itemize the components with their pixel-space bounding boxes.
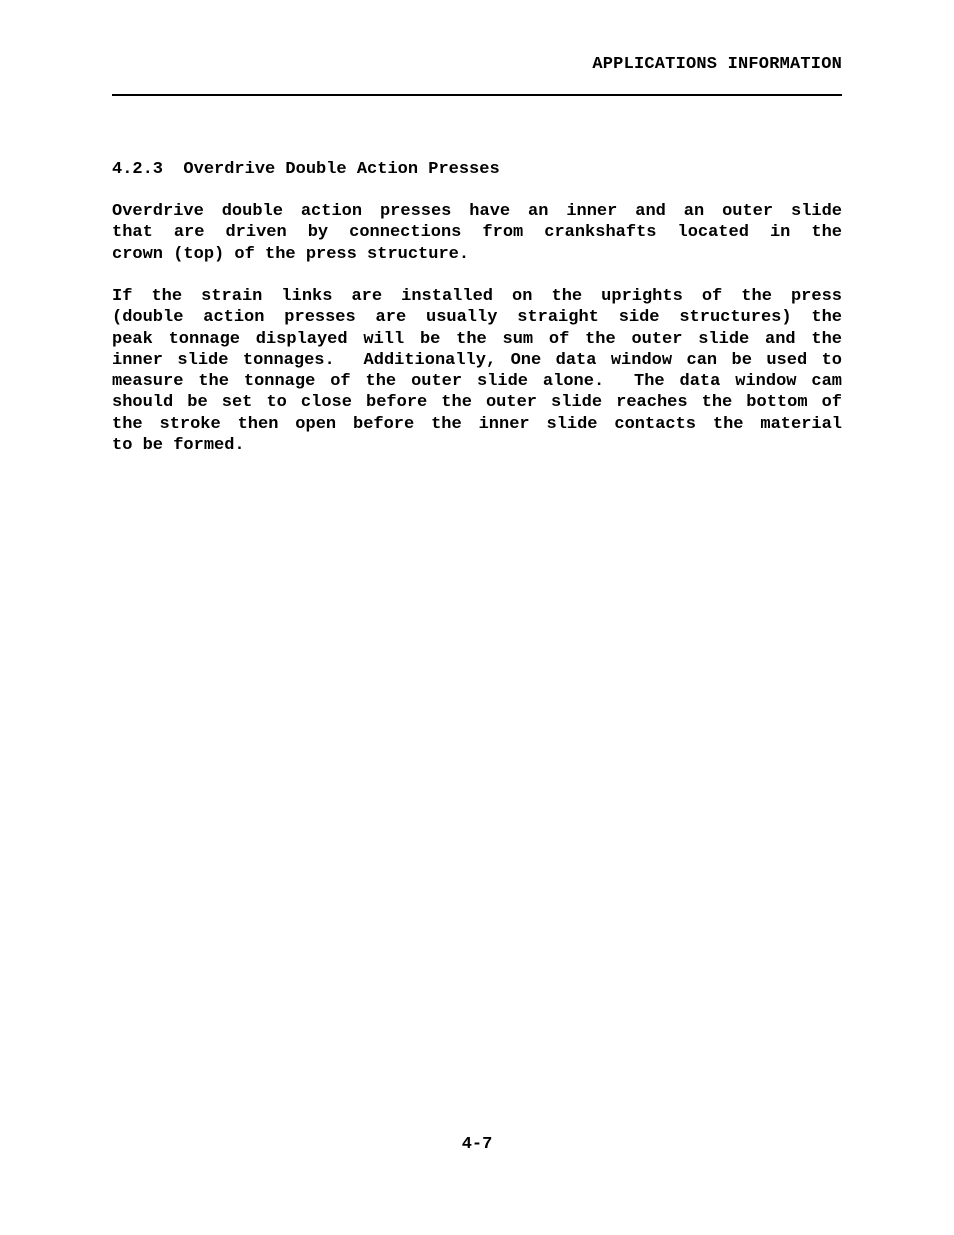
paragraph-line: Overdrive double action presses have an inner and an outer slide (112, 202, 842, 221)
paragraph-line: measure the tonnage of the outer slide alone. The data window cam (112, 372, 842, 392)
paragraph-line: (double action presses are usually straight side structures) the (112, 308, 842, 328)
paragraph-line: crown (top) of the press structure. (112, 244, 470, 264)
paragraph-line: to be formed. (112, 436, 245, 456)
paragraph-2 (112, 286, 842, 456)
paragraph-line: peak tonnage displayed will be the sum of the outer slide and the (112, 329, 842, 349)
header-rule (112, 94, 842, 96)
paragraph-line: inner slide tonnages. Additionally, One data window can be used to (112, 350, 842, 370)
section-heading: 4.2.3 Overdrive Double Action Presses (112, 160, 500, 179)
paragraph-line: should be set to close before the outer slide reaches the bottom of (112, 393, 842, 413)
paragraph-line: If the strain links are installed on the uprights of the press (112, 287, 842, 306)
running-header: APPLICATIONS INFORMATION (592, 55, 842, 74)
paragraph-line: the stroke then open before the inner slide contacts the material (112, 414, 842, 434)
paragraph-1 (112, 201, 842, 265)
page-number: 4-7 (461, 1135, 493, 1154)
paragraph-line: that are driven by connections from crankshafts located in the (112, 223, 842, 243)
